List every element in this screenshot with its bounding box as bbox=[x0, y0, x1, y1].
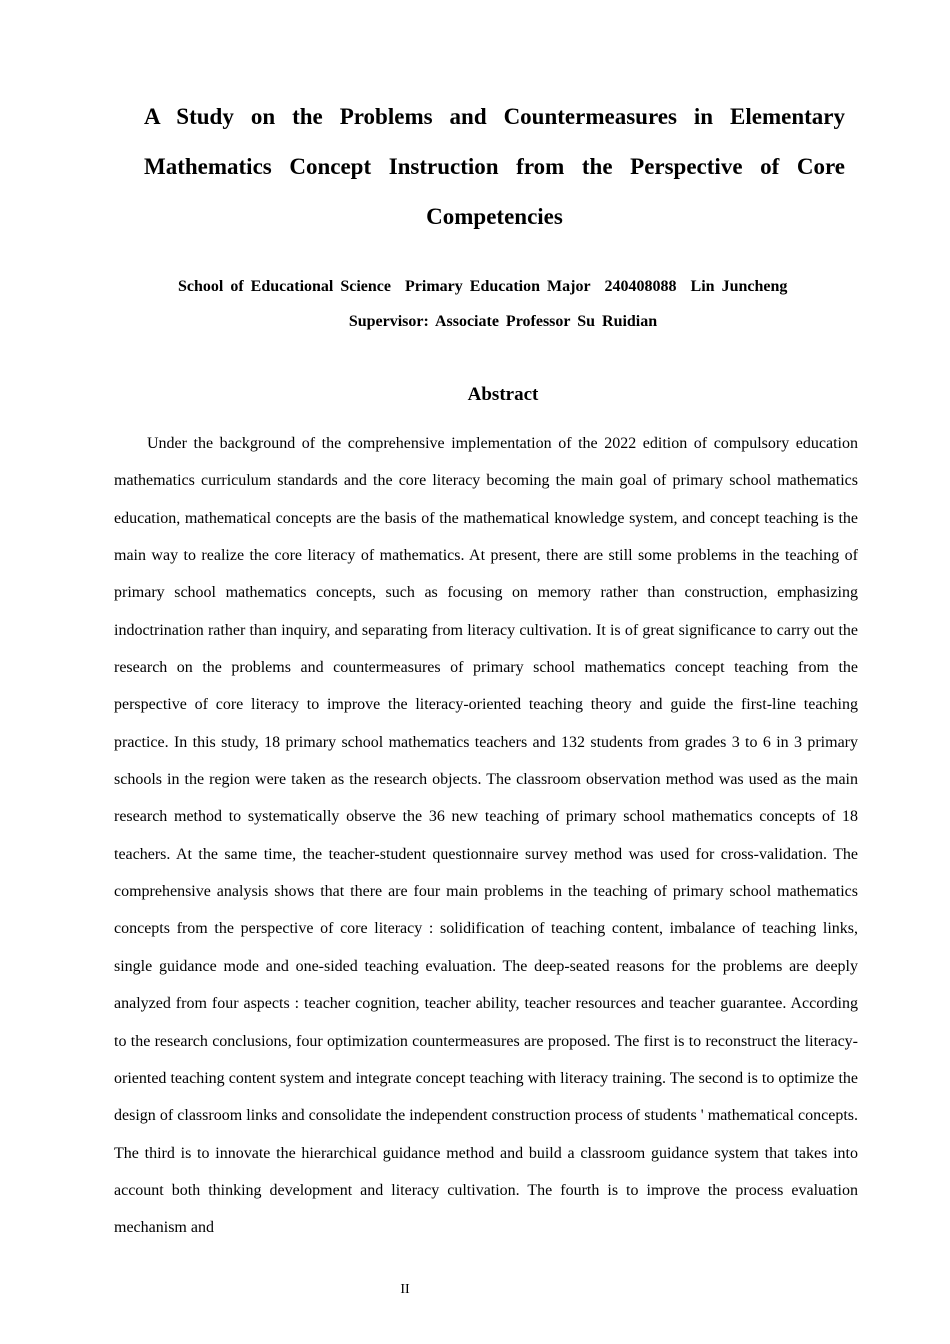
supervisor-line: Supervisor: Associate Professor Su Ruidian bbox=[348, 313, 658, 330]
abstract-body: Under the background of the comprehensive implementation of the 2022 edition of compulsory education mathematics curriculum standards and the core literacy becoming the main goal of primary school mathematics education, mathematical concepts are the basis of the mathematical knowledge system, and concept teaching is the main way to realize the core literacy of mathematics. At present, there are still some problems in the teaching of primary school mathematics concepts, such as focusing on memory rather than construction, emphasizing indoctrination rather than inquiry, and separating from literacy cultivation. It is of great significance to carry out the research on the problems and countermeasures of primary school mathematics concept teaching from the perspective of core literacy to improve the literacy-oriented teaching theory and guide the first-line teaching practice. In this study, 18 primary school mathematics teachers and 132 students from grades 3 to 6 in 3 primary schools in the region were taken as the research objects. The classroom observation method was used as the main research method to systematically observe the 36 new teaching of primary school mathematics concepts of 18 teachers. At the same time, the teacher-student questionnaire survey method was used for cross-validation. The comprehensive analysis shows that there are four main problems in the teaching of primary school mathematics concepts from the perspective of core literacy : solidification of teaching content, imbalance of teaching links, single guidance mode and one-sided teaching evaluation. The deep-seated reasons for the problems are deeply analyzed from four aspects : teacher cognition, teacher ability, teacher resources and teacher guarantee. According to the research conclusions, four optimization countermeasures are proposed. The first is to reconstruct the literacy-oriented teaching content system and integrate concept teaching with literacy training. The second is to optimize the design of classroom links and consolidate the independent construction process of students ' mathematical concepts. The third is to innovate the hierarchical guidance method and build a classroom guidance system that takes into account both thinking development and literacy cultivation. The fourth is to improve the process evaluation mechanism and bbox=[114, 435, 858, 1237]
author-major: Primary Education Major bbox=[405, 278, 591, 295]
paper-title: A Study on the Problems and Countermeasures in Elementary Mathematics Concept Instruction from the Perspective of Core Competencies bbox=[144, 104, 845, 229]
author-student-id: 240408088 bbox=[604, 278, 677, 295]
abstract-heading: Abstract bbox=[467, 384, 539, 405]
author-name: Lin Juncheng bbox=[690, 278, 788, 295]
author-school: School of Educational Science bbox=[178, 278, 392, 295]
author-info-line bbox=[178, 275, 829, 299]
page-number: II bbox=[400, 1282, 410, 1297]
